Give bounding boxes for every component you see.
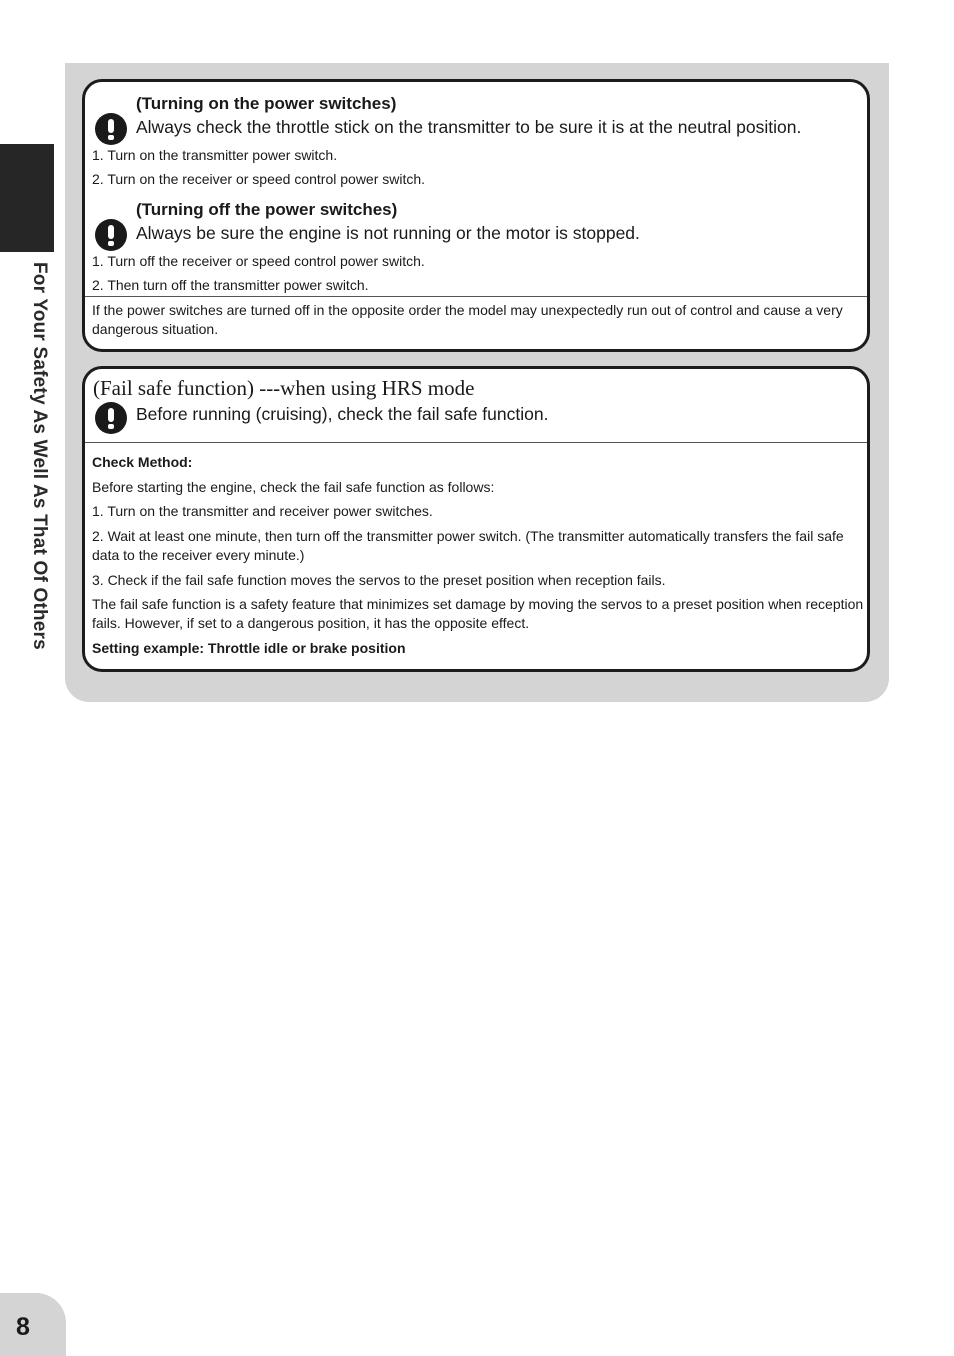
power-on-step-2: 2. Turn on the receiver or speed control power switch.: [92, 171, 426, 187]
side-section-tab: [0, 144, 54, 252]
page-number: 8: [16, 1313, 30, 1341]
check-step-1: 1. Turn on the transmitter and receiver power switches.: [92, 503, 433, 519]
side-section-title-text: For Your Safety As Well As That Of Others: [29, 262, 50, 650]
warning-icon: [95, 113, 127, 145]
power-off-heading: (Turning off the power switches): [136, 200, 398, 219]
warning-icon: [95, 219, 127, 251]
check-step-3: 3. Check if the fail safe function moves the servos to the preset position when reception fails.: [92, 572, 666, 588]
setting-example: Setting example: Throttle idle or brake position: [92, 640, 406, 656]
power-on-warning: Always check the throttle stick on the transmitter to be sure it is at the neutral position.: [136, 117, 802, 137]
power-switch-box: [82, 79, 870, 352]
failsafe-box: [82, 366, 870, 672]
check-method-intro: Before starting the engine, check the fail safe function as follows:: [92, 479, 495, 495]
page-number-tab: [0, 1293, 66, 1356]
failsafe-title: (Fail safe function) ---when using HRS mode: [93, 376, 475, 400]
side-section-title: [22, 262, 52, 732]
power-off-step-2: 2. Then turn off the transmitter power switch.: [92, 277, 369, 293]
check-method-heading: Check Method:: [92, 454, 193, 470]
power-off-warning: Always be sure the engine is not running or the motor is stopped.: [136, 223, 640, 243]
power-off-step-1: 1. Turn off the receiver or speed control power switch.: [92, 253, 425, 269]
divider: [85, 442, 867, 443]
divider: [85, 296, 867, 297]
power-on-heading: (Turning on the power switches): [136, 94, 397, 113]
warning-icon: [95, 402, 127, 434]
failsafe-description: The fail safe function is a safety feature that minimizes set damage by moving the servos to a preset position when reception fails. However, if set to a dangerous position, it has the opposite effect.: [92, 596, 864, 631]
check-step-2: 2. Wait at least one minute, then turn off the transmitter power switch. (The transmitter automatically transfers the fail safe data to the receiver every minute.): [92, 528, 844, 563]
failsafe-warning: Before running (cruising), check the fail safe function.: [136, 404, 549, 424]
power-order-note: If the power switches are turned off in the opposite order the model may unexpectedly run out of control and cause a very dangerous situation.: [92, 302, 843, 337]
power-on-step-1: 1. Turn on the transmitter power switch.: [92, 147, 338, 163]
